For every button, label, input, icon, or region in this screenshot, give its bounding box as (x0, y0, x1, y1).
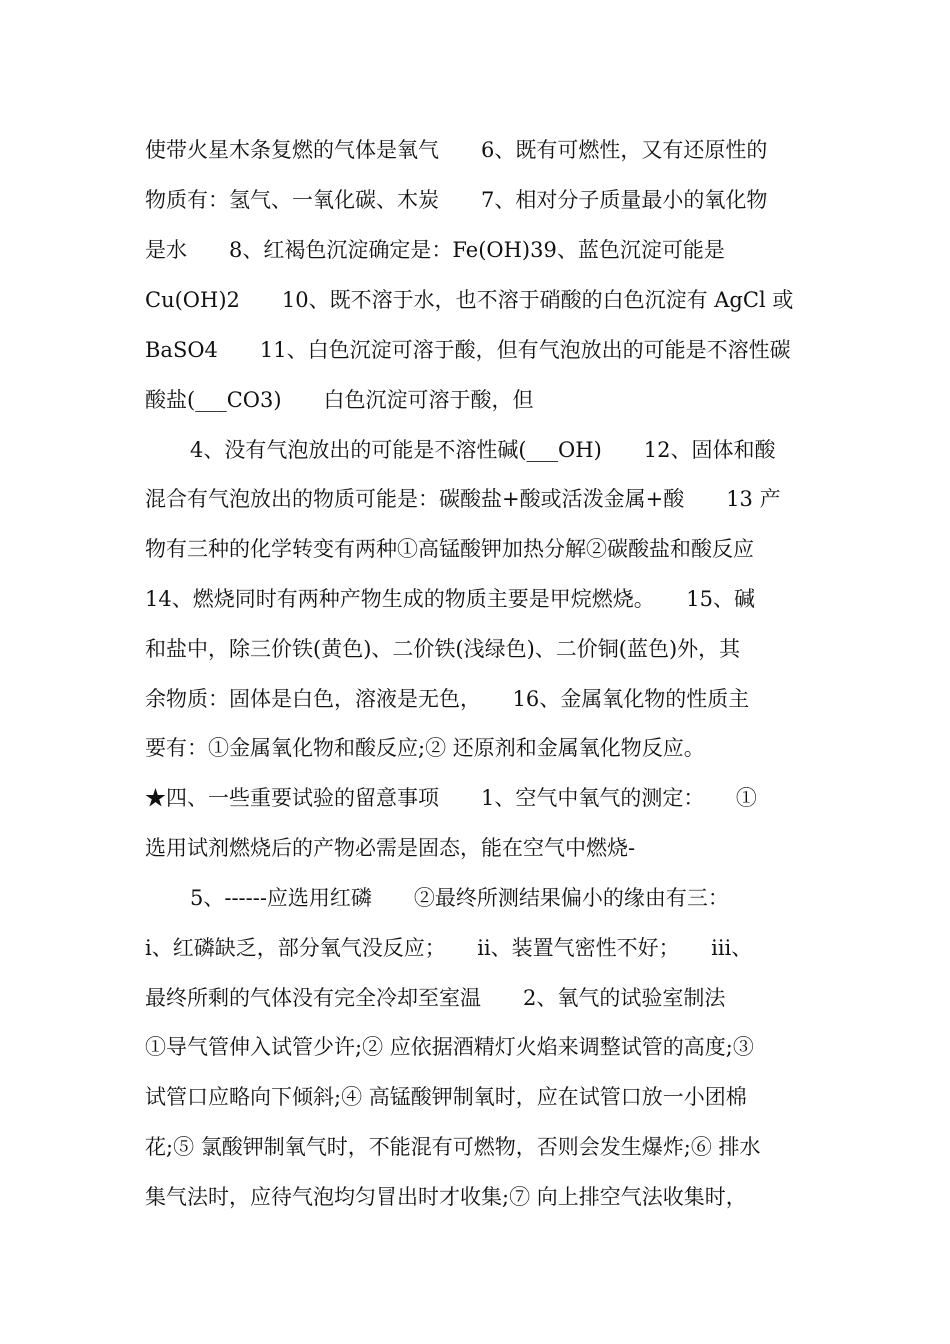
text-line: 使带火星木条复燃的气体是氧气 6、既有可燃性，又有还原性的 (145, 138, 768, 162)
text-line: 酸盐(___CO3) 白色沉淀可溶于酸，但 (145, 388, 534, 412)
text-line: 试管口应略向下倾斜;④ 高锰酸钾制氧时，应在试管口放一小团棉 (145, 1085, 747, 1109)
text-line: 要有：①金属氧化物和酸反应;② 还原剂和金属氧化物反应。 (145, 736, 705, 760)
text-line: 是水 8、红褐色沉淀确定是：Fe(OH)39、蓝色沉淀可能是 (145, 238, 725, 262)
text-line: 集气法时，应待气泡均匀冒出时才收集;⑦ 向上排空气法收集时， (145, 1185, 747, 1209)
text-line: 5、------应选用红磷 ②最终所测结果偏小的缘由有三： (190, 886, 729, 910)
text-line: Cu(OH)2 10、既不溶于水，也不溶于硝酸的白色沉淀有 AgCl 或 (145, 288, 794, 312)
text-line: 最终所剩的气体没有完全冷却至室温 2、氧气的试验室制法 (145, 986, 726, 1010)
text-line: 4、没有气泡放出的可能是不溶性碱(___OH) 12、固体和酸 (190, 438, 776, 462)
text-line: BaSO4 11、白色沉淀可溶于酸，但有气泡放出的可能是不溶性碳 (145, 338, 791, 362)
text-line: 混合有气泡放出的物质可能是：碳酸盐+酸或活泼金属+酸 13 产 (145, 487, 781, 511)
text-line: 物有三种的化学转变有两种①高锰酸钾加热分解②碳酸盐和酸反应 (145, 537, 754, 561)
text-line: ★四、一些重要试验的留意事项 1、空气中氧气的测定： ① (145, 786, 757, 810)
text-line: 和盐中，除三价铁(黄色)、二价铁(浅绿色)、二价铜(蓝色)外，其 (145, 637, 741, 661)
text-line: 花;⑤ 氯酸钾制氧气时，不能混有可燃物，否则会发生爆炸;⑥ 排水 (145, 1135, 761, 1159)
text-line: ①导气管伸入试管少许;② 应依据酒精灯火焰来调整试管的高度;③ (145, 1035, 754, 1059)
text-line: 余物质：固体是白色，溶液是无色， 16、金属氧化物的性质主 (145, 687, 750, 711)
text-line: 物质有：氢气、一氧化碳、木炭 7、相对分子质量最小的氧化物 (145, 188, 768, 212)
text-line: 选用试剂燃烧后的产物必需是固态，能在空气中燃烧- (145, 836, 636, 860)
text-line: 14、燃烧同时有两种产物生成的物质主要是甲烷燃烧。 15、碱 (145, 587, 755, 611)
text-line: ⅰ、红磷缺乏，部分氧气没反应； ⅱ、装置气密性不好； ⅲ、 (145, 936, 753, 960)
